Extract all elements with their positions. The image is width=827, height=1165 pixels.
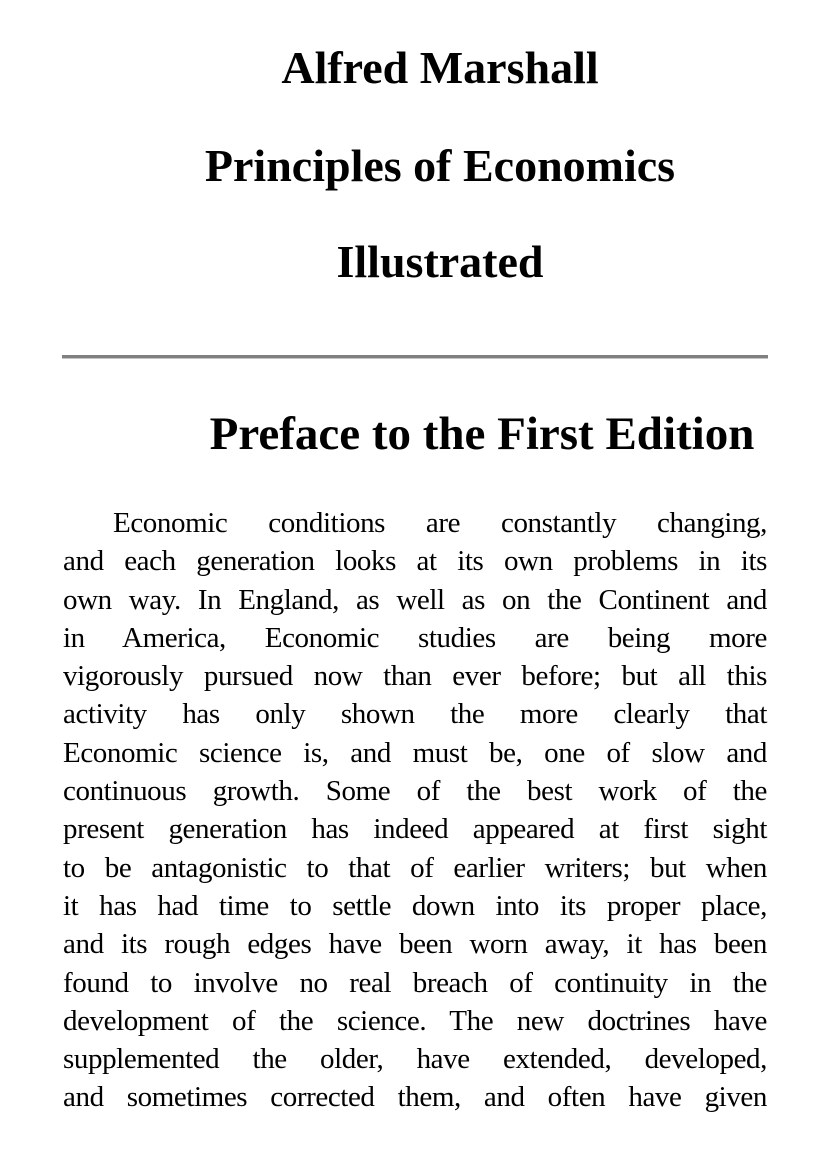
paragraph-line: to be antagonistic to that of earlier writers; but when [63, 851, 767, 884]
book-edition: Illustrated [336, 236, 544, 287]
paragraph-line: development of the science. The new doctrines have [63, 1004, 767, 1037]
section-heading: Preface to the First Edition [209, 408, 755, 460]
horizontal-divider [62, 355, 768, 359]
paragraph-line: supplemented the older, have extended, developed, [63, 1043, 767, 1076]
paragraph-line: present generation has indeed appeared at first sight [63, 813, 767, 846]
paragraph-line: continuous growth. Some of the best work of the [63, 775, 767, 808]
book-author: Alfred Marshall [281, 42, 599, 93]
paragraph-line: in America, Economic studies are being more [63, 621, 767, 654]
paragraph-line: and sometimes corrected them, and often have given [63, 1081, 767, 1114]
paragraph-line: found to involve no real breach of continuity in the [63, 966, 767, 999]
paragraph-line: activity has only shown the more clearly that [63, 698, 767, 731]
paragraph-line: it has had time to settle down into its proper place, [63, 889, 767, 922]
paragraph-line: and each generation looks at its own problems in its [63, 545, 767, 578]
paragraph-line: Economic science is, and must be, one of slow and [63, 736, 767, 769]
paragraph-line: Economic conditions are constantly changing, [113, 507, 767, 539]
book-title: Principles of Economics [204, 140, 676, 191]
paragraph-line: vigorously pursued now than ever before; but all this [63, 660, 767, 693]
body-paragraph [63, 504, 767, 1117]
paragraph-line: own way. In England, as well as on the Continent and [63, 583, 767, 616]
paragraph-line: and its rough edges have been worn away, it has been [63, 928, 767, 961]
